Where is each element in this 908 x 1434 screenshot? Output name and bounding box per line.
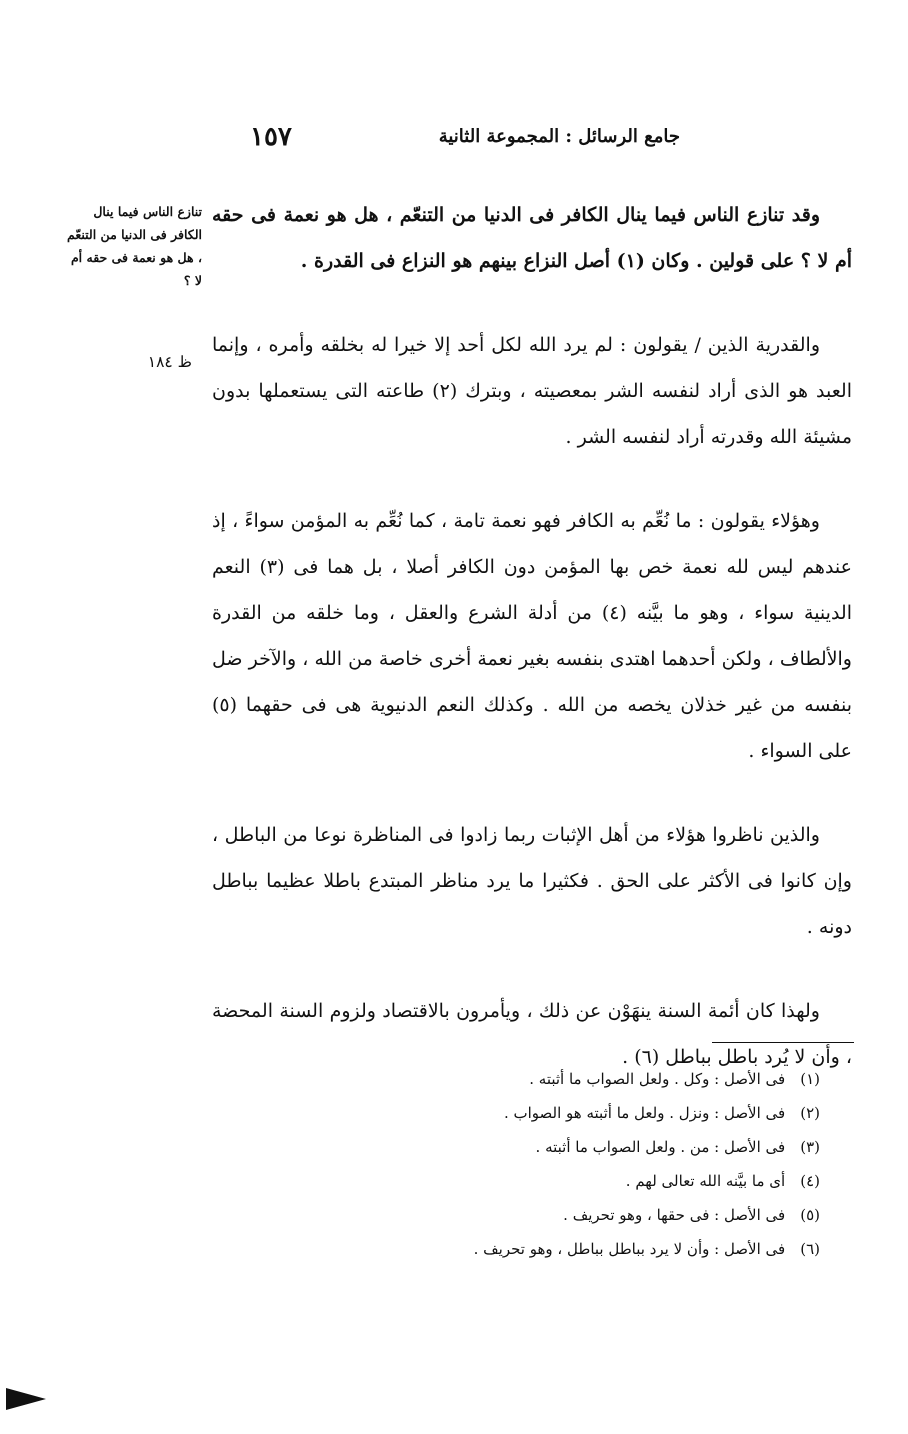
- paragraph: والذين ناظروا هؤلاء من أهل الإثبات ربما زادوا فى المناظرة نوعا من الباطل ، وإن كانوا فى الأكثر على الحق . فكثيرا ما يرد مناظر المبتدع باطلا عظيما بباطل دونه .: [212, 824, 852, 938]
- footnote-text: فى الأصل : فى حقها ، وهو تحريف .: [563, 1206, 786, 1224]
- footnote-text: فى الأصل : وكل . ولعل الصواب ما أثبته .: [529, 1070, 786, 1088]
- paragraph: وقد تنازع الناس فيما ينال الكافر فى الدنيا من التنعّم ، هل هو نعمة فى حقه أم لا ؟ على قولين . وكان (١) أصل النزاع بينهم هو النزاع فى القدرة .: [212, 204, 852, 272]
- corner-arrow-icon: [6, 1388, 46, 1410]
- footnote-number: (٤): [800, 1172, 820, 1190]
- footnote-item: [400, 1232, 820, 1266]
- main-text: [212, 192, 852, 1118]
- footnote-text: فى الأصل : ونزل . ولعل ما أثبته هو الصواب .: [503, 1104, 786, 1122]
- footnote-text: فى الأصل : من . ولعل الصواب ما أثبته .: [535, 1138, 786, 1156]
- footnote-number: (٣): [800, 1138, 820, 1156]
- footnote-number: (٥): [800, 1206, 820, 1224]
- footnotes-list: [400, 1062, 820, 1266]
- footnote-divider: [712, 1042, 854, 1043]
- margin-note: تنازع الناس فيما ينال الكافر فى الدنيا من التنعّم ، هل هو نعمة فى حقه أم لا ؟: [67, 204, 202, 288]
- running-title: جامع الرسائل : المجموعة الثانية: [438, 126, 680, 147]
- footnote-item: [400, 1062, 820, 1096]
- footnote-number: (٢): [800, 1104, 820, 1122]
- footnote-item: [400, 1096, 820, 1130]
- footnote-text: فى الأصل : وأن لا يرد بباطل بباطل ، وهو تحريف .: [473, 1240, 786, 1258]
- footnote-number: (١): [800, 1070, 820, 1088]
- paragraph: وهؤلاء يقولون : ما نُعِّم به الكافر فهو نعمة تامة ، كما نُعِّم به المؤمن سواءً ، إذ عندهم ليس لله نعمة خص بها المؤمن دون الكافر أصلا ، بل هما فى (٣) النعم الدينية سواء ، وهو ما بيَّنه (٤) من أدلة الشرع والعقل ، وما خلقه من القدرة والألطاف ، ولكن أحدهما اهتدى بنفسه بغير نعمة أخرى خاصة من الله ، والآخر ضل بنفسه من غير خذلان يخصه من الله . وكذلك النعم الدنيوية هى فى حقهما (٥) على السواء .: [212, 510, 852, 762]
- footnote-text: أى ما بيَّنه الله تعالى لهم .: [625, 1172, 786, 1190]
- footnote-number: (٦): [800, 1240, 820, 1258]
- footnote-item: [400, 1164, 820, 1198]
- footnote-item: [400, 1198, 820, 1232]
- manuscript-folio-mark: ظ ١٨٤: [147, 353, 192, 371]
- paragraph: ولهذا كان أئمة السنة ينهَوْن عن ذلك ، ويأمرون بالاقتصاد ولزوم السنة المحضة ، وأن لا يُرد باطل بباطل (٦) .: [212, 1000, 852, 1068]
- page-number: ١٥٧: [250, 122, 292, 152]
- footnote-item: [400, 1130, 820, 1164]
- paragraph: والقدرية الذين / يقولون : لم يرد الله لكل أحد إلا خيرا له بخلقه وأمره ، وإنما العبد هو الذى أراد لنفسه الشر بمعصيته ، وبترك (٢) طاعته التى يستعملها بدون مشيئة الله وقدرته أراد لنفسه الشر .: [212, 334, 852, 448]
